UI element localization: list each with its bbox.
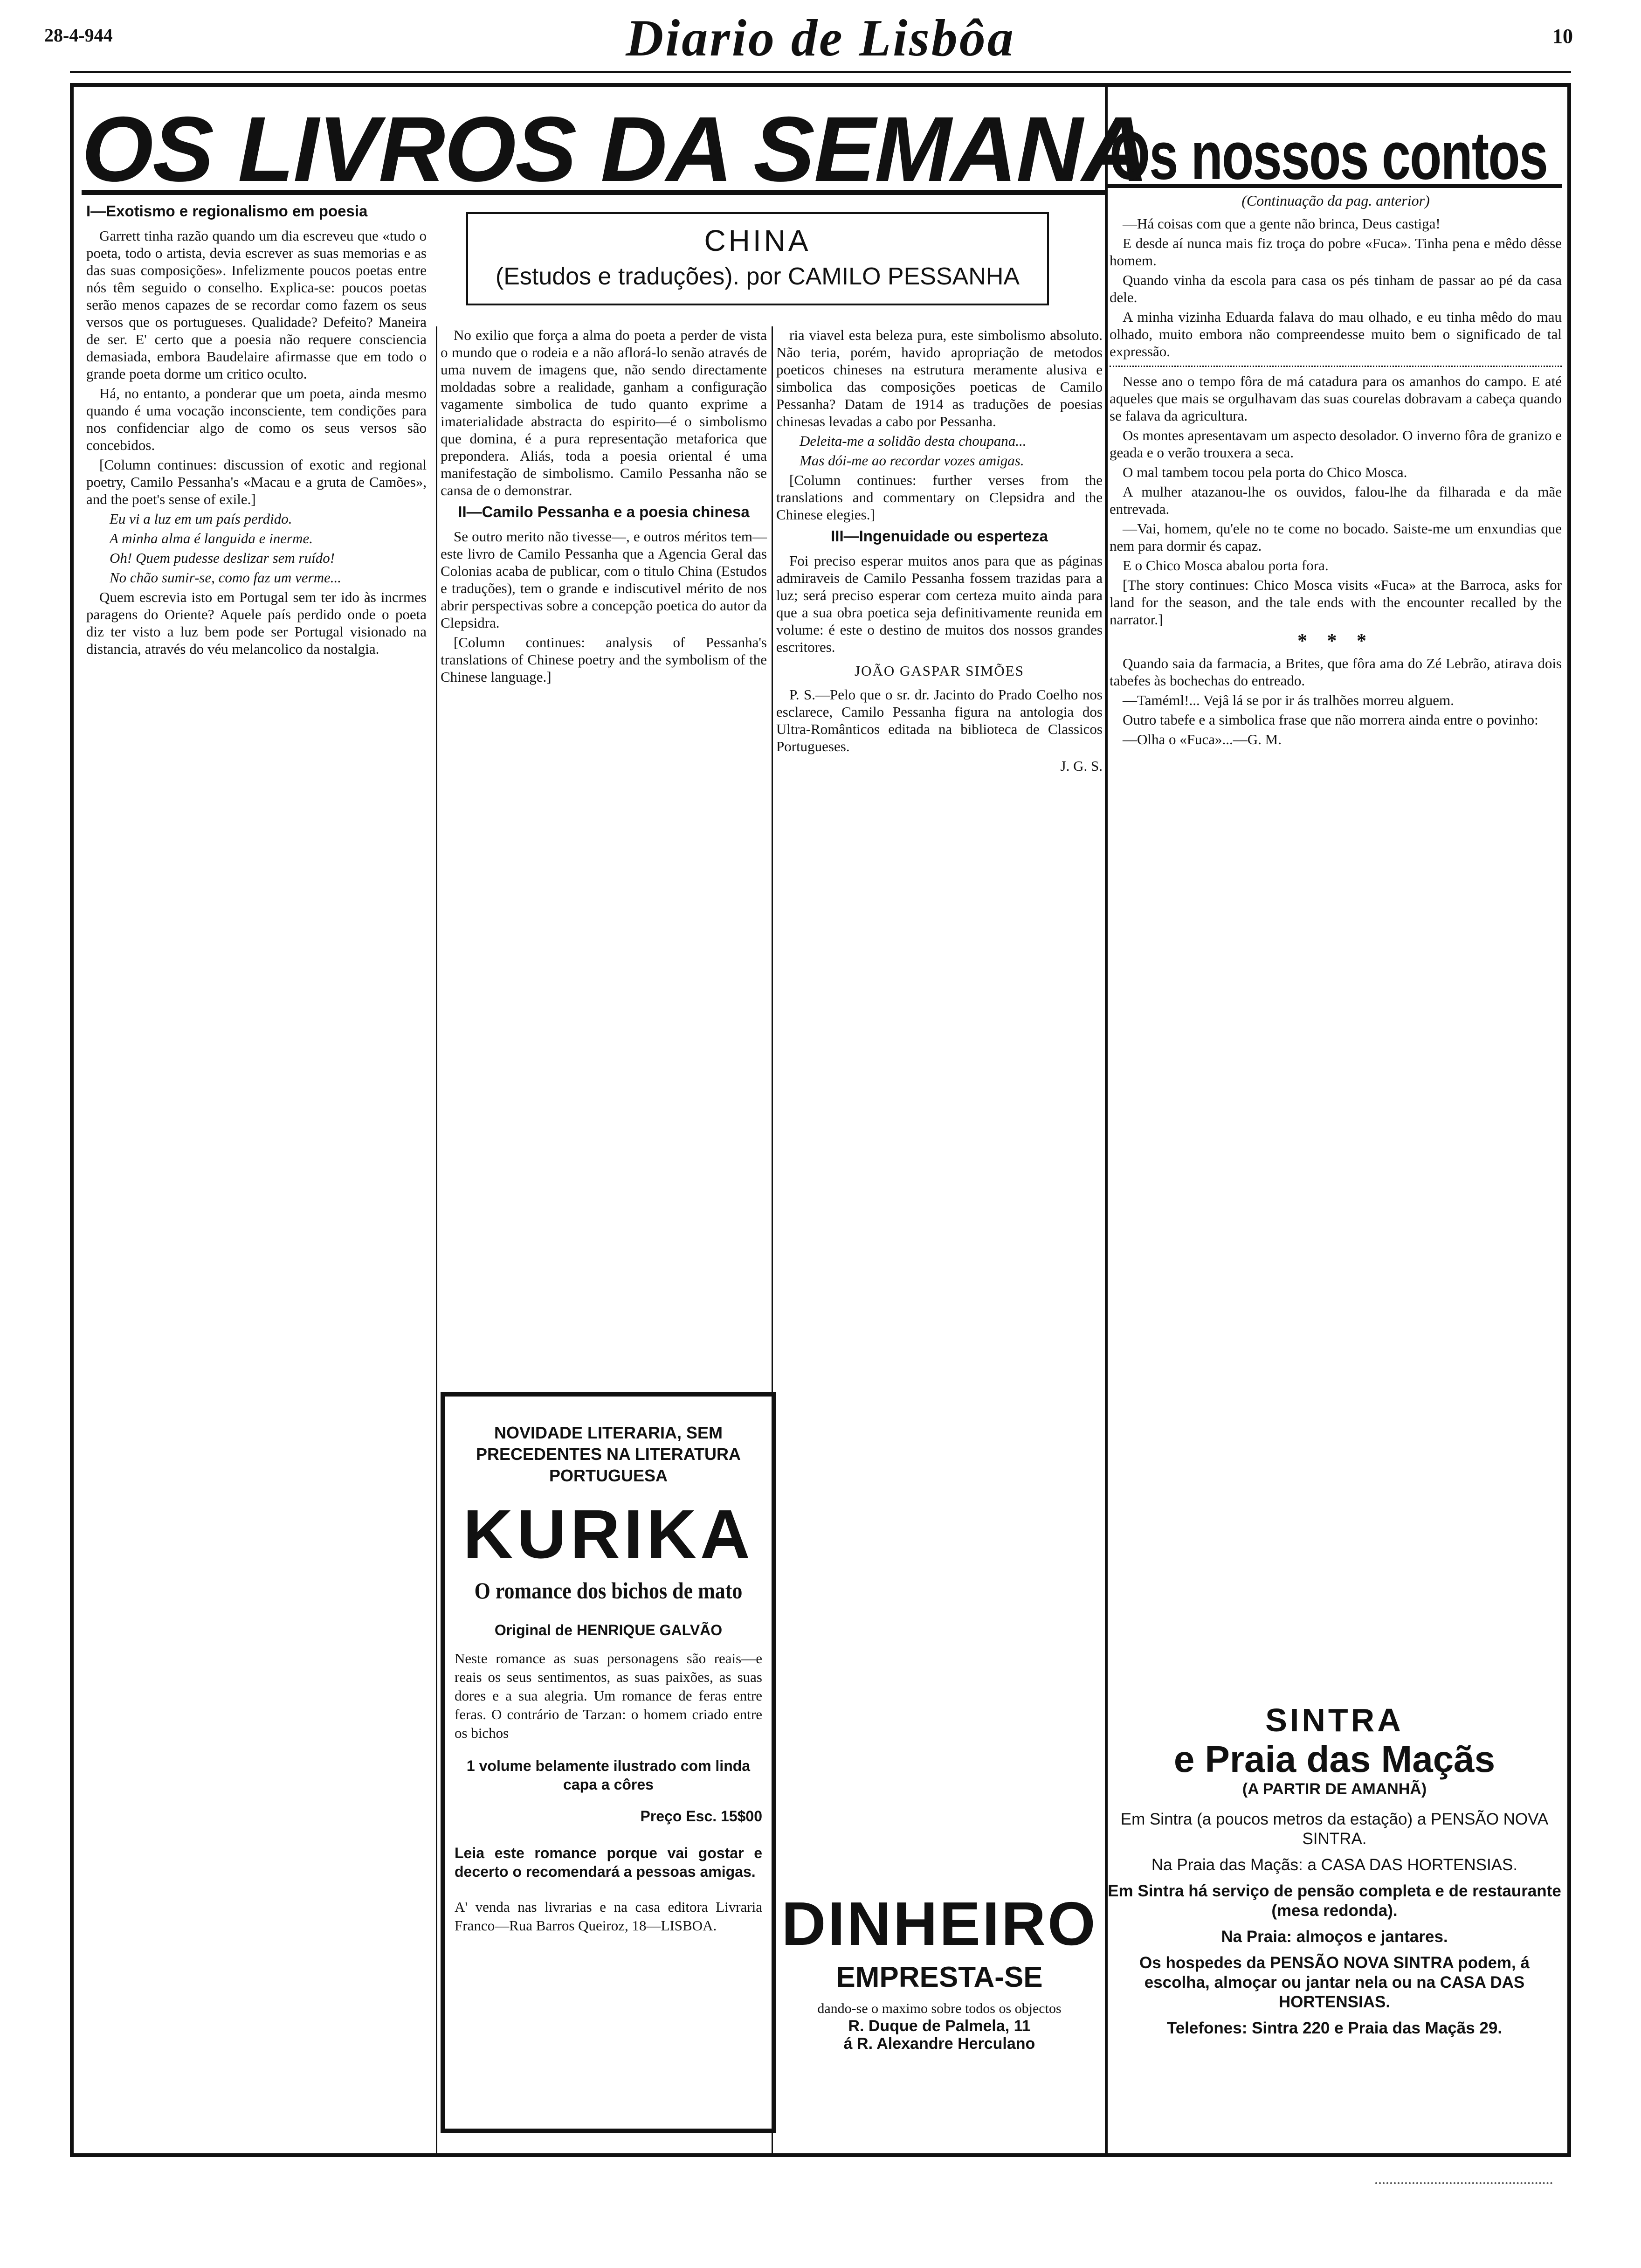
verse-line: Oh! Quem pudesse deslizar sem ruído! [110,550,335,566]
dinheiro-ad-text [774,2000,1105,2053]
paragraph: Outro tabefe e a simbolica frase que não morrera ainda entre o povinho: [1123,712,1538,728]
sintra-ad-text: Em Sintra (a poucos metros da estação) a PENSÃO NOVA SINTRA. [1120,1810,1549,1848]
verse-line: No chão sumir-se, como faz um verme... [110,569,342,586]
paragraph: A minha vizinha Eduarda falava do mau olhado, e eu tinha mêdo do mau olhado, muito embora não compreendesse muito bem o significado de tal expressão. [1110,309,1562,360]
page-date: 28-4-944 [44,25,113,46]
ad-pitch: Leia este romance porque vai gostar e decerto o recomendará a pessoas amigas. [455,1845,762,1880]
sintra-ad-text: Os hospedes da PENSÃO NOVA SINTRA podem, á escolha, almoçar ou jantar nela ou na CASA DAS HORTENSIAS. [1139,1954,1530,2011]
dinheiro-ad-address: R. Duque de Palmela, 11 [848,2017,1031,2035]
paragraph: Foi preciso esperar muitos anos para que as páginas admiraveis de Camilo Pessanha fossem trazidas para a luz; será preciso esperar com certeza muito ainda para que a sua obra poetica seja definitivamente reunida em volume: é este o destino de muitos dos nossos grandes escritores. [776,553,1103,655]
summary-note: [Column continues: discussion of exotic and regional poetry, Camilo Pessanha's «Macau e a gruta de Camões», and the poet's sense of exile.] [86,456,427,507]
ad-sale-info: A' venda nas livrarias e na casa editora Livraria Franco—Rua Barros Queiroz, 18—LISBOA. [455,1899,762,1934]
book-subtitle: (Estudos e traduções). por CAMILO PESSANHA [495,263,1020,290]
contos-title: Os nossos contos [1110,118,1547,194]
paragraph: —Vai, homem, qu'ele no te come no bocado. Saiste-me um enxundias que nem para dormir és capaz. [1110,520,1562,554]
postscript-signature: J. G. S. [1060,758,1103,774]
dinheiro-ad-address: á R. Alexandre Herculano [843,2035,1035,2053]
article-column-3 [776,326,1103,777]
paragraph: A mulher atazanou-lhe os ouvidos, falou-lhe da filharada e da mãe entrevada. [1110,484,1562,517]
paragraph: —Taméml!... Vejâ lá se por ir ás tralhões morreu alguem. [1123,692,1454,708]
ad-volume: 1 volume belamente ilustrado com linda capa a côres [466,1757,751,1793]
paragraph: Há, no entanto, a ponderar que um poeta, ainda mesmo quando é uma vocação inconsciente, tem condições para nos confidenciar algo de como os seus versos são concebidos. [86,385,427,453]
paragraph: Quando vinha da escola para casa os pés tinham de passar ao pé da casa dele. [1110,272,1562,305]
article-column-1 [86,198,427,660]
sintra-ad-text: Na Praia: almoços e jantares. [1221,1928,1448,1946]
dinheiro-ad-body: dando-se o maximo sobre todos os objectos [817,2001,1062,2016]
book-title-box [466,212,1049,305]
dotted-separator [1110,366,1562,367]
scan-artifact [1375,2182,1552,2186]
summary-note: [The story continues: Chico Mosca visits «Fuca» at the Barroca, asks for land for the season, and the tale ends with the encounter recalled by the narrator.] [1110,577,1562,628]
section-heading: I—Exotismo e regionalismo em poesia [86,202,368,220]
section-stars: * * * [1297,630,1374,652]
paragraph: Quem escrevia isto em Portugal sem ter ido às incrmes paragens do Oriente? Aquele país perdido onde o poeta diz ter visto a luz bem pode ser Portugal visionado na distancia, através do véu melancolico da nostalgia. [86,589,427,657]
banner-rule [82,190,1107,195]
sintra-ad [1107,1702,1562,2045]
sintra-ad-phones: Telefones: Sintra 220 e Praia das Maçãs 29. [1166,2019,1503,2037]
book-title: CHINA [704,224,811,257]
paragraph: Se outro merito não tivesse—, e outros méritos tem—este livro de Camilo Pessanha que a Agencia Geral das Colonias acaba de publicar, com o titulo China (Estudos e traduções), tem o grande e indiscutivel mérito de nos abrir perspectivas sobre a concepção poetica do autor da Clepsidra. [441,528,767,631]
sintra-ad-text: Em Sintra há serviço de pensão completa e de restaurante (mesa redonda). [1108,1882,1561,1920]
dinheiro-ad-title: DINHEIRO [781,1889,1097,1958]
paragraph: —Há coisas com que a gente não brinca, Deus castiga! [1123,215,1441,232]
paragraph: Os montes apresentavam um aspecto desolador. O inverno fôra de granizo e geada e o verão trouxera a seca. [1110,427,1562,461]
verse-line: Mas dói-me ao recordar vozes amigas. [800,452,1024,469]
sintra-ad-date: (A PARTIR DE AMANHÃ) [1242,1780,1427,1798]
paragraph: Nesse ano o tempo fôra de má catadura para os amanhos do campo. E até aqueles que mais se orgulhavam das suas courelas dobravam a cabeça quando se falava da agricultura. [1110,373,1562,424]
section-heading: II—Camilo Pessanha e a poesia chinesa [458,503,750,520]
sintra-ad-title-2: e Praia das Maçãs [1173,1738,1496,1780]
paragraph: Garrett tinha razão quando um dia escreveu que «tudo o poeta, todo o artista, devia escrever as suas memorias e as das suas composições». Infelizmente poucos poetas entre nós têm seguido o conselho. Explica-se: poucos poetas serão menos capazes de se recordar como fazem os seus versos que os portugueses. Qualidade? Defeito? Maneira de ser. E' certo que a poesia não requere consciencia demasiada, embora Baudelaire afirmasse que em todo o grande poeta dorme um critico oculto. [86,228,427,382]
summary-note: [Column continues: analysis of Pessanha's translations of Chinese poetry and the symbolism of the Chinese language.] [441,634,767,685]
contos-rule [1107,184,1562,188]
masthead: Diario de Lisbôa [626,9,1015,67]
sintra-ad-text: Na Praia das Maçãs: a CASA DAS HORTENSIAS. [1151,1856,1518,1874]
paragraph: ria viavel esta beleza pura, este simbolismo absoluto. Não teria, porém, havido apropriação de metodos poeticos chineses na estrutura meramente alusiva e simbolica das composições poeticas de Camilo Pessanha? Datam de 1914 as traduções de poesias chinesas levadas a cabo por Pessanha. [776,327,1103,429]
paragraph: Quando saia da farmacia, a Brites, que fôra ama do Zé Lebrão, atirava dois tabefes às bochechas do entreado. [1110,655,1562,689]
ad-author: Original de HENRIQUE GALVÃO [494,1622,723,1639]
continuation-note: (Continuação da pag. anterior) [1241,192,1430,209]
ad-kicker: NOVIDADE LITERARIA, SEM PRECEDENTES NA LITERATURA PORTUGUESA [476,1423,741,1485]
column-rule [436,326,437,2154]
paragraph: —Olha o «Fuca»...—G. M. [1123,731,1282,747]
section-banner: OS LIVROS DA SEMANA [82,97,1148,201]
postscript: P. S.—Pelo que o sr. dr. Jacinto do Prado Coelho nos esclarece, Camilo Pessanha figura na antologia dos Ultra-Românticos editada na biblioteca de Classicos Portugueses. [776,686,1103,754]
summary-note: [Column continues: further verses from the translations and commentary on Clepsidra and the Chinese elegies.] [776,472,1103,523]
page-number: 10 [1552,25,1573,48]
kurika-ad [455,1422,762,1935]
section-heading: III—Ingenuidade ou esperteza [831,527,1048,545]
article-column-2 [441,326,767,688]
verse-line: Deleita-me a solidão desta choupana... [800,433,1027,449]
verse-line: A minha alma é languida e inerme. [110,530,313,546]
ad-title: KURIKA [463,1496,754,1573]
paragraph: E o Chico Mosca abalou porta fora. [1123,557,1329,574]
ad-price: Preço Esc. 15$00 [640,1808,762,1825]
paragraph: O mal tambem tocou pela porta do Chico Mosca. [1123,464,1407,480]
paragraph: No exilio que força a alma do poeta a perder de vista o mundo que o rodeia e a não aflorá-lo senão através de uma nuvem de imagens que, não sendo directamente moldadas sobre a realidade, ganham a configuração vagamente simbolica de tudo quanto exprime a imaterialidade abstracta do espirito—é o simbolismo que domina, é a pura representação metaforica que prepondera. Aliás, toda a poesia oriental é uma manifestação de simbolismo. Camilo Pessanha não se cansa de o demonstrar. [441,327,767,498]
author-signature: JOÃO GASPAR SIMÕES [855,663,1024,679]
verse-line: Eu vi a luz em um país perdido. [110,511,292,527]
ad-body: Neste romance as suas personagens são reais—e reais os seus sentimentos, as suas paixões, as suas dores e a sua alegria. Um romance de feras entre feras. O contrário de Tarzan: o homem criado entre os bichos [455,1650,762,1741]
sintra-ad-title: SINTRA [1265,1702,1404,1738]
contos-column [1110,191,1562,750]
ad-subtitle: O romance dos bichos de mato [474,1577,743,1604]
header-rule [70,71,1571,73]
dinheiro-ad-subtitle: EMPRESTA-SE [836,1961,1043,1993]
paragraph: E desde aí nunca mais fiz troça do pobre «Fuca». Tinha pena e mêdo dêsse homem. [1110,235,1562,269]
